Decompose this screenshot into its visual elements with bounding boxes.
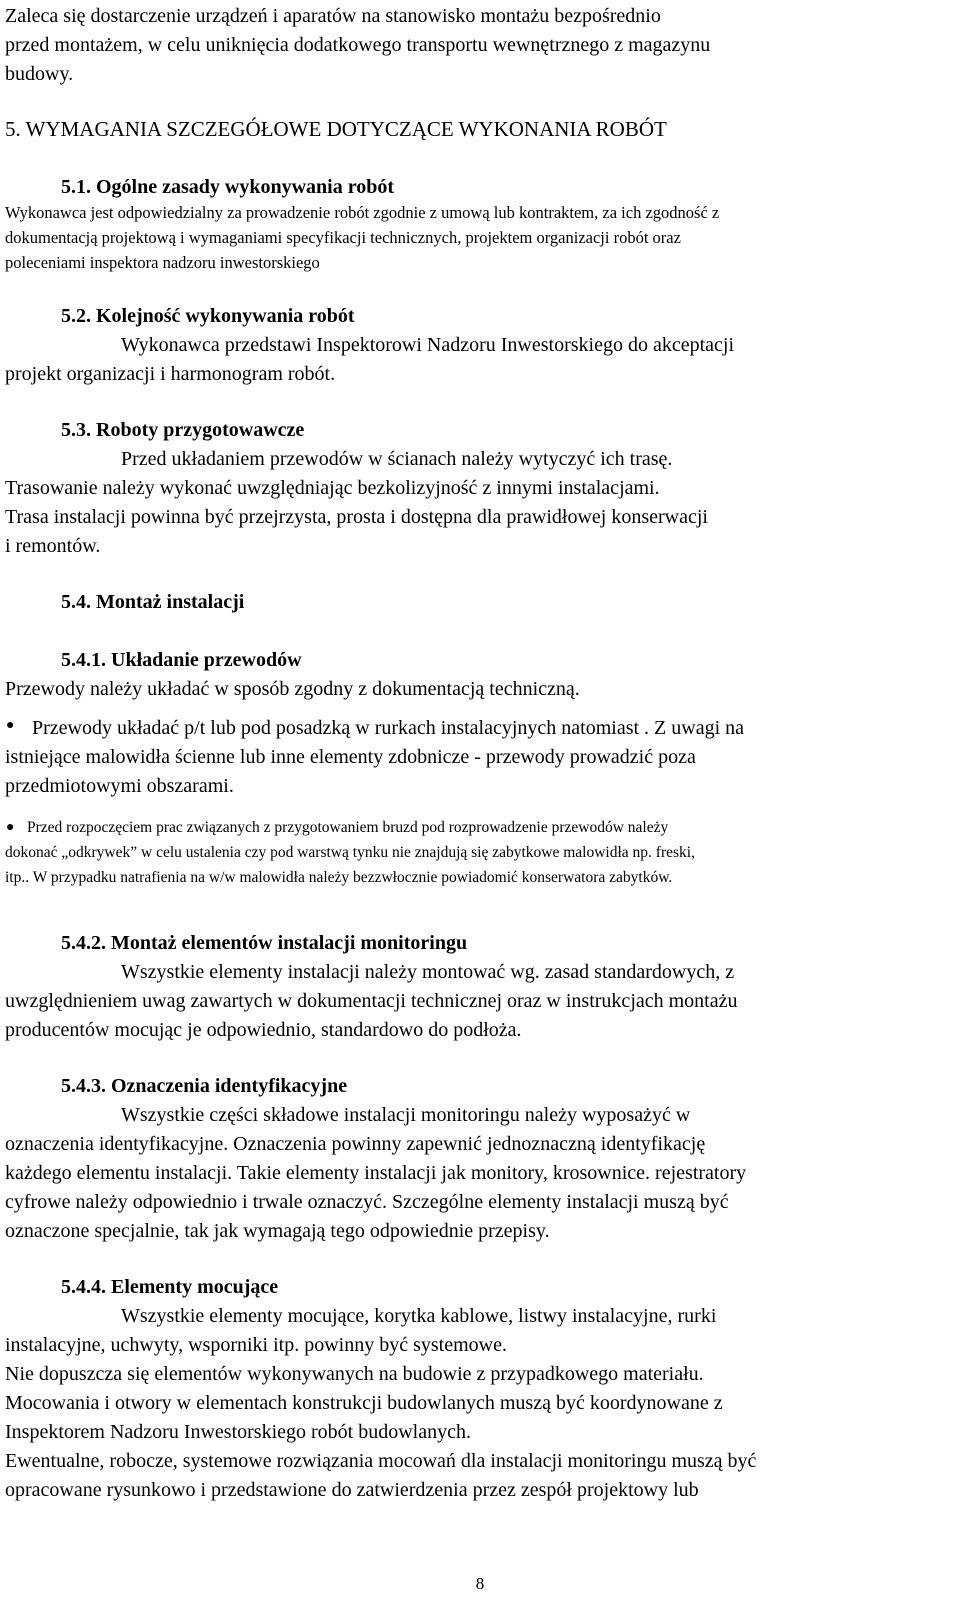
subsection-heading: 5.4.2. Montaż elementów instalacji monitoringu	[61, 932, 468, 954]
paragraph-line: oznaczone specjalnie, tak jak wymagają tego odpowiednie przepisy.	[5, 1220, 550, 1242]
paragraph-line: dokumentacją projektową i wymaganiami specyfikacji technicznych, projektem organizacji robót oraz	[5, 228, 681, 247]
subsection-heading: 5.4. Montaż instalacji	[61, 591, 245, 613]
paragraph-line: Wykonawca jest odpowiedzialny za prowadzenie robót zgodnie z umową lub kontraktem, za ich zgodność z	[5, 203, 720, 222]
bullet-icon: ●	[6, 820, 15, 835]
paragraph-line: Przed układaniem przewodów w ścianach należy wytyczyć ich trasę.	[121, 448, 673, 470]
subsection-heading: 5.4.3. Oznaczenia identyfikacyjne	[61, 1075, 348, 1097]
subsection-heading: 5.2. Kolejność wykonywania robót	[61, 305, 355, 327]
paragraph-line: Wszystkie elementy mocujące, korytka kablowe, listwy instalacyjne, rurki	[121, 1305, 717, 1327]
subsection-heading: 5.1. Ogólne zasady wykonywania robót	[61, 176, 395, 198]
bullet-line: istniejące malowidła ścienne lub inne elementy zdobnicze - przewody prowadzić poza	[5, 746, 696, 768]
paragraph-line: opracowane rysunkowo i przedstawione do zatwierdzenia przez zespół projektowy lub	[5, 1479, 699, 1501]
paragraph-line: Inspektorem Nadzoru Inwestorskiego robót budowlanych.	[5, 1421, 471, 1443]
paragraph-line: instalacyjne, uchwyty, wsporniki itp. powinny być systemowe.	[5, 1334, 507, 1356]
paragraph-line: Wszystkie części składowe instalacji monitoringu należy wyposażyć w	[121, 1104, 691, 1126]
bullet-line: dokonać „odkrywek” w celu ustalenia czy pod warstwą tynku nie znajdują się zabytkowe malowidła np. freski,	[5, 844, 695, 861]
paragraph-line: Trasa instalacji powinna być przejrzysta, prosta i dostępna dla prawidłowej konserwacji	[5, 506, 708, 528]
paragraph-line: oznaczenia identyfikacyjne. Oznaczenia powinny zapewnić jednoznaczną identyfikację	[5, 1133, 706, 1155]
paragraph-line: Wszystkie elementy instalacji należy montować wg. zasad standardowych, z	[121, 961, 735, 983]
section-heading: 5. WYMAGANIA SZCZEGÓŁOWE DOTYCZĄCE WYKONANIA ROBÓT	[5, 117, 667, 141]
paragraph-line: Nie dopuszcza się elementów wykonywanych na budowie z przypadkowego materiału.	[5, 1363, 704, 1385]
paragraph-line: Mocowania i otwory w elementach konstrukcji budowlanych muszą być koordynowane z	[5, 1392, 723, 1414]
paragraph-line: producentów mocując je odpowiednio, standardowo do podłoża.	[5, 1019, 522, 1041]
subsection-heading: 5.4.4. Elementy mocujące	[61, 1276, 279, 1298]
page-number: 8	[475, 1574, 485, 1593]
paragraph-line: i remontów.	[5, 535, 101, 557]
paragraph-line: uwzględnieniem uwag zawartych w dokumentacji technicznej oraz w instrukcjach montażu	[5, 990, 738, 1012]
intro-line: przed montażem, w celu uniknięcia dodatkowego transportu wewnętrznego z magazynu	[5, 34, 711, 56]
paragraph-line: projekt organizacji i harmonogram robót.	[5, 363, 336, 385]
paragraph-line: Wykonawca przedstawi Inspektorowi Nadzoru Inwestorskiego do akceptacji	[121, 334, 735, 356]
bullet-line: itp.. W przypadku natrafienia na w/w malowidła należy bezzwłocznie powiadomić konserwatora zabytków.	[5, 869, 673, 886]
paragraph-line: Trasowanie należy wykonać uwzględniając bezkolizyjność z innymi instalacjami.	[5, 477, 660, 499]
intro-line: budowy.	[5, 63, 74, 85]
paragraph-line: każdego elementu instalacji. Takie elementy instalacji jak monitory, krosownice. rejestratory	[5, 1162, 747, 1184]
subsection-heading: 5.4.1. Układanie przewodów	[61, 649, 302, 671]
paragraph-line: Przewody należy układać w sposób zgodny z dokumentacją techniczną.	[5, 678, 580, 700]
paragraph-line: cyfrowe należy odpowiednio i trwale oznaczyć. Szczególne elementy instalacji muszą być	[5, 1191, 729, 1213]
bullet-icon: ●	[6, 718, 15, 733]
paragraph-line: poleceniami inspektora nadzoru inwestorskiego	[5, 253, 320, 272]
paragraph-line: Ewentualne, robocze, systemowe rozwiązania mocowań dla instalacji monitoringu muszą być	[5, 1450, 757, 1472]
bullet-line: Przewody układać p/t lub pod posadzką w rurkach instalacyjnych natomiast . Z uwagi na	[32, 717, 745, 739]
bullet-line: przedmiotowymi obszarami.	[5, 775, 234, 797]
subsection-heading: 5.3. Roboty przygotowawcze	[61, 419, 305, 441]
bullet-line: Przed rozpoczęciem prac związanych z przygotowaniem bruzd pod rozprowadzenie przewodów należy	[27, 819, 669, 836]
intro-line: Zaleca się dostarczenie urządzeń i aparatów na stanowisko montażu bezpośrednio	[5, 5, 661, 27]
